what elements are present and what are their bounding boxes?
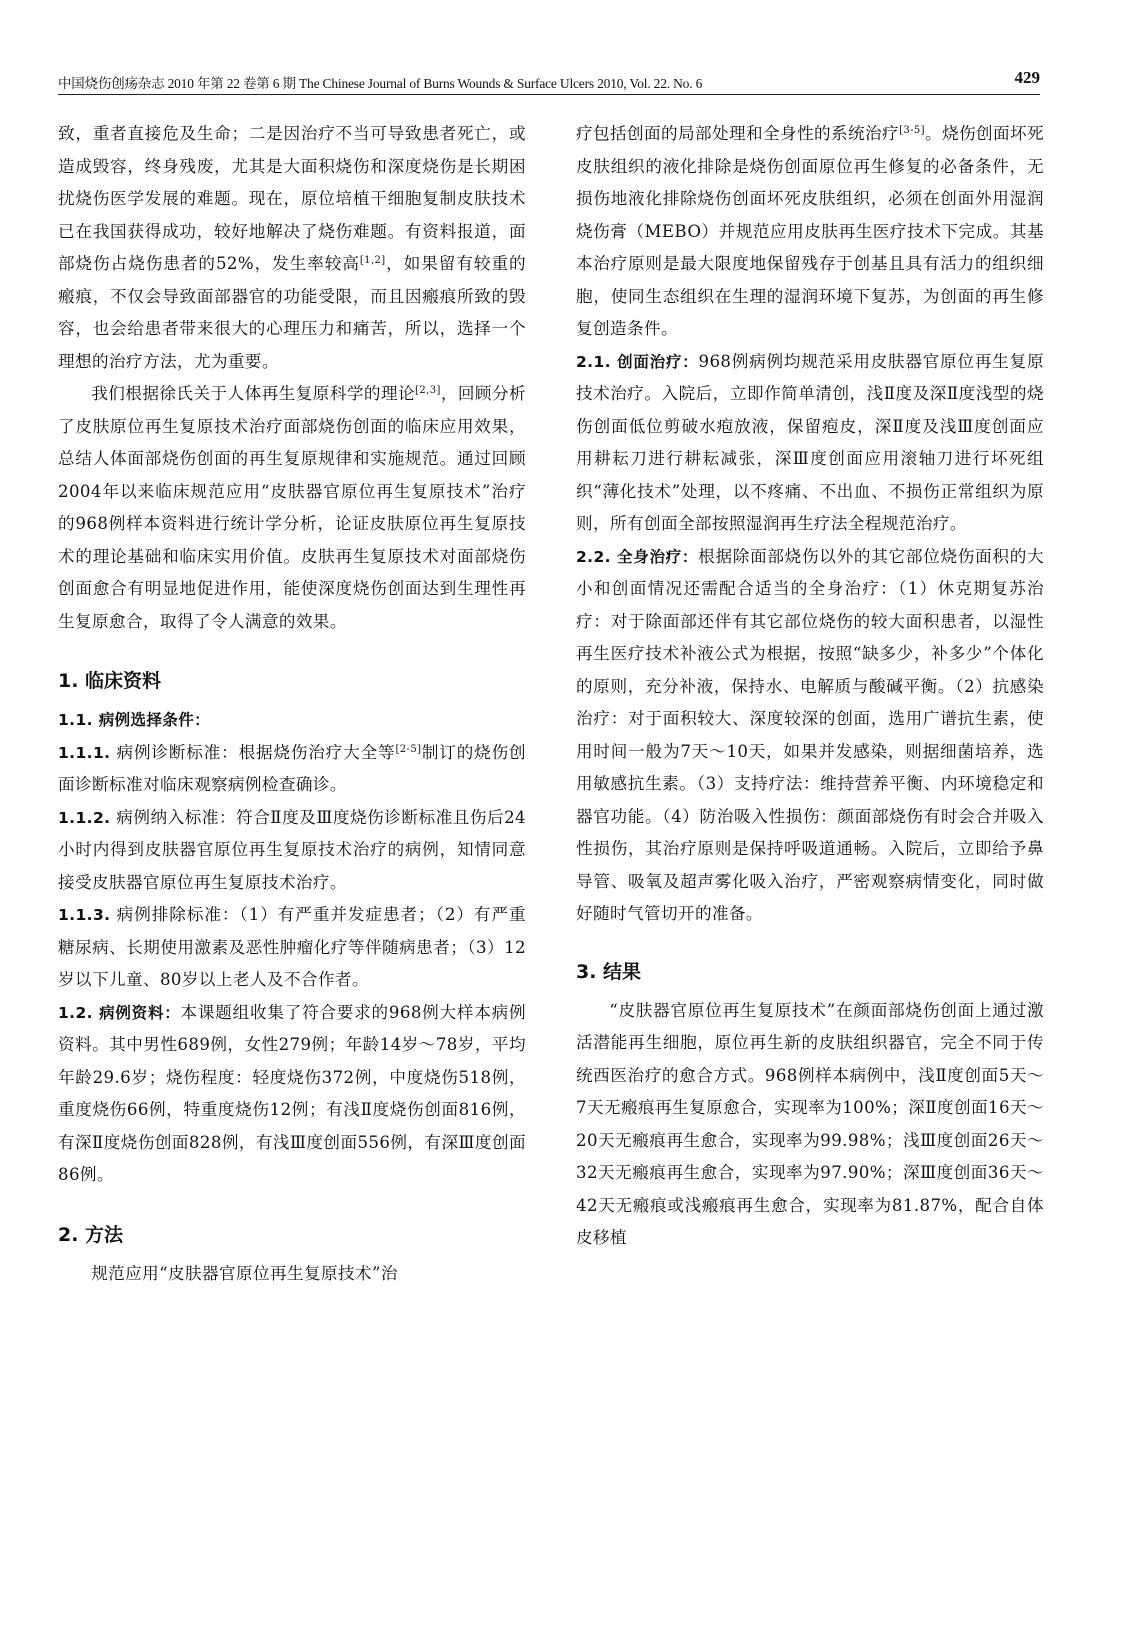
section-heading-results: 3. 结果: [576, 960, 642, 983]
methods-paragraph-start: 规范应用“皮肤器官原位再生复原技术”治: [91, 1263, 398, 1283]
citation: [3-5]: [899, 125, 925, 136]
page-number: 429: [1014, 68, 1040, 87]
citation: [1,2]: [359, 255, 386, 266]
citation: [2-5]: [395, 743, 422, 755]
methods-paragraph-cont: 疗包括创面的局部处理和全身性的系统治疗[3-5]。烧伤创面坏死皮肤组织的液化排除是烧伤创面原位再生修复的必备条件，无损伤地液化排除烧伤创面坏死皮肤组织，必须在创面外用湿润烧伤膏（MEBO）并规范应用皮肤再生医疗技术下完成。其基本治疗原则是最大限度地保留残存于创基且具有活力的组织细胞，使同生态组织在生理的湿润环境下复苏，为创面的再生修复创造条件。: [576, 124, 1044, 338]
citation: [2,3]: [415, 385, 441, 396]
results-paragraph: “皮肤器官原位再生复原技术”在颜面部烧伤创面上通过激活潜能再生细胞，原位再生新的皮肤组织器官，完全不同于传统西医治疗的愈合方式。968例样本病例中，浅Ⅱ度创面5天～7天无瘢痕再生复原愈合，实现率为100%；深Ⅱ度创面16天～20天无瘢痕再生愈合，实现率为99.98%；浅Ⅲ度创面26天～32天无瘢痕再生愈合，实现率为97.90%；深Ⅲ度创面36天～42天无瘢痕或浅瘢痕再生愈合，实现率为81.87%，配合自体皮移植: [576, 1000, 1044, 1247]
running-header: [58, 68, 1040, 95]
right-column: [576, 118, 1044, 1255]
section-heading-methods: 2. 方法: [58, 1223, 124, 1246]
left-column: [58, 118, 526, 1290]
intro-paragraph: 致，重者直接危及生命；二是因治疗不当可导致患者死亡，或造成毁容，终身残废，尤其是大面积烧伤和深度烧伤是长期困扰烧伤医学发展的难题。现在，原位培植干细胞复制皮肤技术已在我国获得成功，较好地解决了烧伤难题。有资料报道，面部烧伤占烧伤患者的52%，发生率较高[1,2]，如果留有较重的瘢痕，不仅会导致面部器官的功能受限，而且因瘢痕所致的毁容，也会给患者带来很大的心理压力和痛苦，所以，选择一个理想的治疗方法，尤为重要。: [58, 124, 526, 371]
wound-treatment: 2.1. 创面治疗：968例病例均规范采用皮肤器官原位再生复原技术治疗。入院后，立即作简单清创，浅Ⅱ度及深Ⅱ度浅型的烧伤创面低位剪破水疱放液，保留疱皮，深Ⅱ度及浅Ⅲ度创面应用耕耘刀进行耕耘减张，深Ⅲ度创面应用滚轴刀进行坏死组织“薄化技术”处理，以不疼痛、不出血、不损伤正常组织为原则，所有创面全部按照湿润再生疗法全程规范治疗。: [576, 351, 1044, 533]
inclusion-criteria: 1.1.2. 病例纳入标准：符合Ⅱ度及Ⅲ度烧伤诊断标准且伤后24小时内得到皮肤器官原位再生复原技术治疗的病例，知情同意接受皮肤器官原位再生复原技术治疗。: [58, 807, 526, 892]
case-data: 1.2. 病例资料：本课题组收集了符合要求的968例大样本病例资料。其中男性689例，女性279例；年龄14岁～78岁，平均年龄29.6岁；烧伤程度：轻度烧伤372例，中度烧伤518例，重度烧伤66例，特重度烧伤12例；有浅Ⅱ度烧伤创面816例，有深Ⅱ度烧伤创面828例，有浅Ⅲ度创面556例，有深Ⅲ度创面86例。: [58, 1002, 526, 1184]
theory-paragraph: 我们根据徐氏关于人体再生复原科学的理论[2,3]，回顾分析了皮肤原位再生复原技术治疗面部烧伤创面的临床应用效果，总结人体面部烧伤创面的再生复原规律和实施规范。通过回顾2004年以来临床规范应用“皮肤器官原位再生复原技术”治疗的968例样本资料进行统计学分析，论证皮肤原位再生复原技术的理论基础和临床实用价值。皮肤再生复原技术对面部烧伤创面愈合有明显地促进作用，能使深度烧伤创面达到生理性再生复原愈合，取得了令人满意的效果。: [58, 384, 526, 631]
diagnosis-criteria: 1.1.1. 病例诊断标准：根据烧伤治疗大全等[2-5]制订的烧伤创面诊断标准对临床观察病例检查确诊。: [58, 742, 526, 794]
exclusion-criteria: 1.1.3. 病例排除标准：（1）有严重并发症患者；（2）有严重糖尿病、长期使用激素及恶性肿瘤化疗等伴随病患者；（3）12岁以下儿童、80岁以上老人及不合作者。: [58, 905, 526, 989]
subsection-heading-selection: 1.1. 病例选择条件：: [58, 711, 211, 729]
systemic-treatment: 2.2. 全身治疗：根据除面部烧伤以外的其它部位烧伤面积的大小和创面情况还需配合适当的全身治疗：（1）休克期复苏治疗：对于除面部还伴有其它部位烧伤的较大面积患者，以湿性再生医疗技术补液公式为根据，按照“缺多少，补多少”个体化的原则，充分补液，保持水、电解质与酸碱平衡。（2）抗感染治疗：对于面积较大、深度较深的创面，选用广谱抗生素，使用时间一般为7天～10天，如果并发感染，则据细菌培养，选用敏感抗生素。（3）支持疗法：维持营养平衡、内环境稳定和器官功能。（4）防治吸入性损伤：颜面部烧伤有时会合并吸入性损伤，其治疗原则是保持呼吸道通畅。入院后，立即给予鼻导管、吸氧及超声雾化吸入治疗，严密观察病情变化，同时做好随时气管切开的准备。: [576, 546, 1044, 923]
section-heading-clinical-data: 1. 临床资料: [58, 670, 162, 692]
running-title: 中国烧伤创疡杂志 2010 年第 22 卷第 6 期 The Chinese Journal of Burns Wounds & Surface Ulcers 2010, Vol. 22. No. 6: [58, 76, 703, 91]
